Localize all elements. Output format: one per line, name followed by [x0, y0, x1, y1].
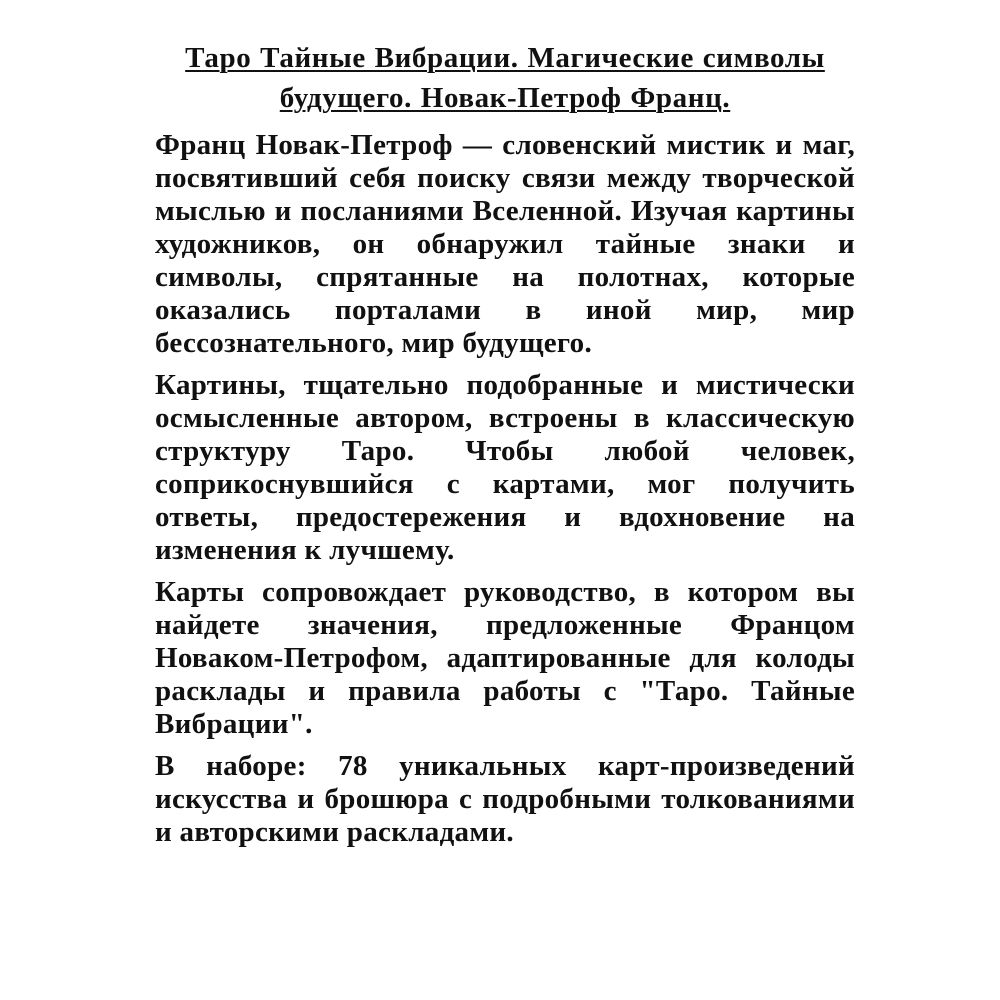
paragraph-set-contents: В наборе: 78 уникальных карт-произведений искусства и брошюра с подробными толкованиями и авторскими раскладами.	[155, 750, 855, 848]
paragraph-guide: Карты сопровождает руководство, в котором вы найдете значения, предложенные Францом Новаком-Петрофом, адаптированные для колоды расклады и правила работы с "Таро. Тайные Вибрации".	[155, 576, 855, 740]
product-description	[155, 38, 855, 849]
page-title: Таро Тайные Вибрации. Магические символы будущего. Новак-Петроф Франц.	[185, 42, 825, 114]
paragraph-author: Франц Новак-Петроф — словенский мистик и маг, посвятивший себя поиску связи между творческой мыслью и посланиями Вселенной. Изучая картины художников, он обнаружил тайные знаки и символы, спрятанные на полотнах, которые оказались порталами в иной мир, мир бессознательного, мир будущего.	[155, 129, 855, 359]
paragraph-cards: Картины, тщательно подобранные и мистически осмысленные автором, встроены в классическую структуру Таро. Чтобы любой человек, соприкоснувшийся с картами, мог получить ответы, предостережения и вдохновение на изменения к лучшему.	[155, 369, 855, 566]
